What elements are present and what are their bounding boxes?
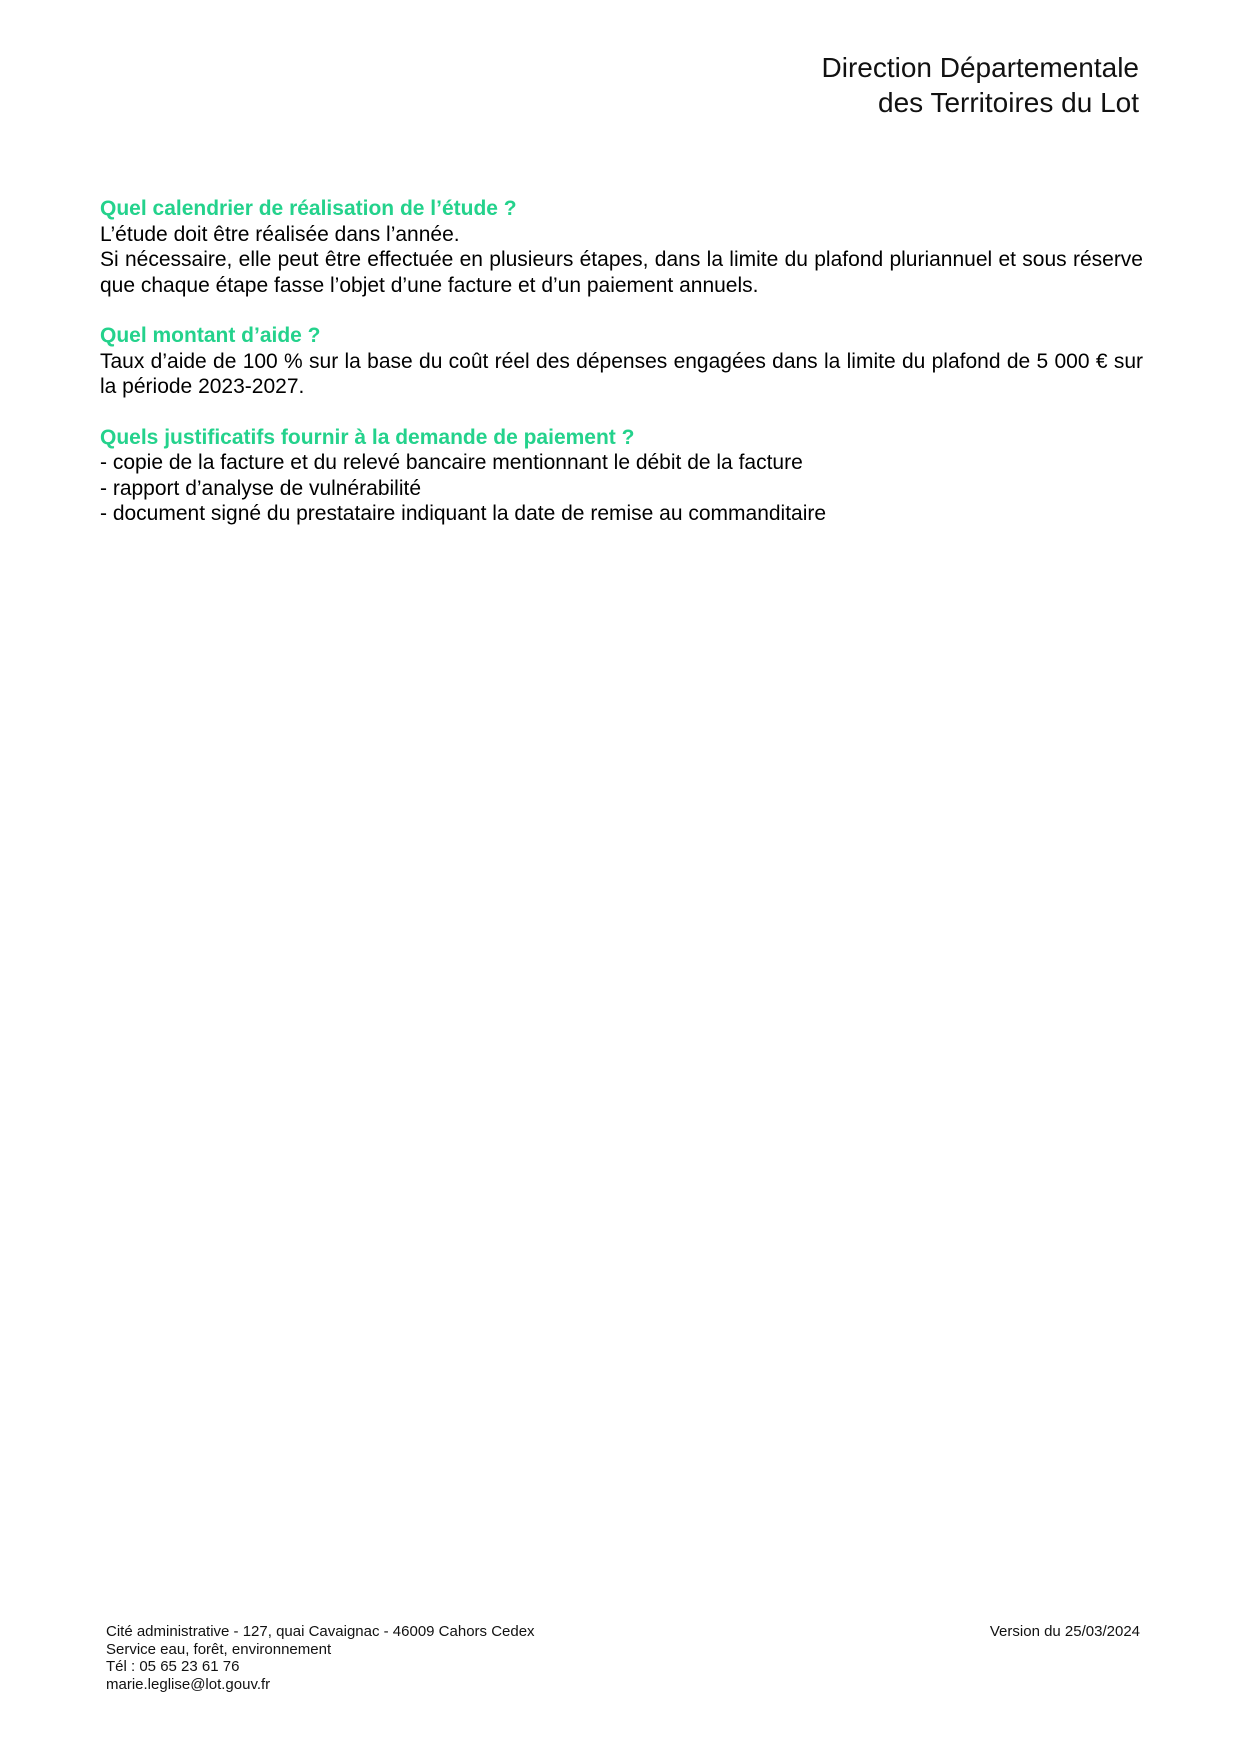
footer-email: marie.leglise@lot.gouv.fr [106,1675,271,1693]
document-body [100,196,1143,552]
section-title: Quel montant d’aide ? [100,324,321,347]
section-aid-amount [100,323,1143,400]
section-title: Quel calendrier de réalisation de l’étude ? [100,197,517,220]
paragraph: Taux d’aide de 100 % sur la base du coût réel des dépenses engagées dans la limite du plafond de 5 000 € sur la période 2023-2027. [100,349,1143,398]
section-calendar [100,196,1143,298]
organization-name-line-1: Direction Départementale [821,52,1139,83]
footer-phone: Tél : 05 65 23 61 76 [106,1658,240,1675]
list-item: - rapport d’analyse de vulnérabilité [100,476,422,500]
list-item: - copie de la facture et du relevé bancaire mentionnant le débit de la facture [100,451,803,474]
footer-address: Cité administrative - 127, quai Cavaignac - 46009 Cahors Cedex [106,1623,535,1640]
footer-service: Service eau, forêt, environnement [106,1640,332,1658]
section-title: Quels justificatifs fournir à la demande de paiement ? [100,425,635,449]
footer-version: Version du 25/03/2024 [989,1623,1140,1640]
organization-header [822,50,1140,120]
organization-name-line-2: des Territoires du Lot [878,87,1139,118]
list-item: - document signé du prestataire indiquant la date de remise au commanditaire [100,502,827,525]
paragraph: L’étude doit être réalisée dans l’année. [100,222,460,246]
footer-contact [106,1623,535,1693]
paragraph: Si nécessaire, elle peut être effectuée en plusieurs étapes, dans la limite du plafond pluriannuel et sous réserve que chaque étape fasse l’objet d’une facture et d’un paiement annuels. [100,248,1143,297]
section-supporting-documents [100,425,1143,527]
